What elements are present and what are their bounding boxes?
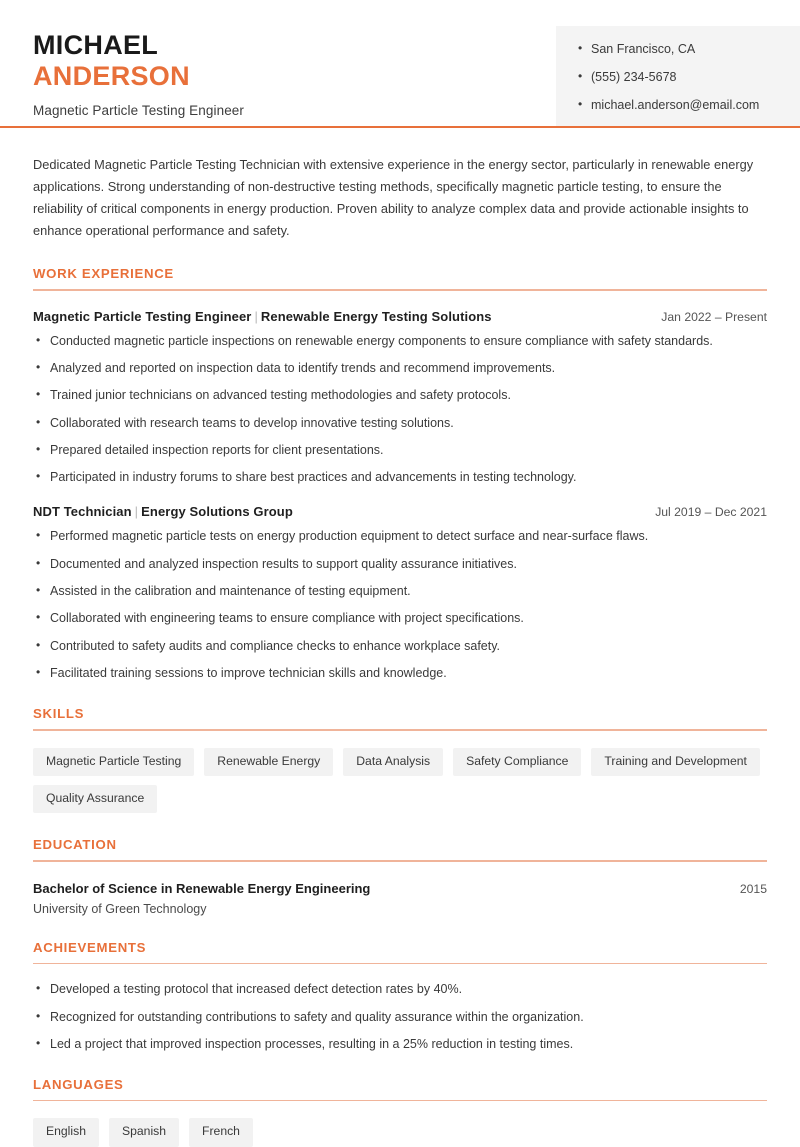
professional-summary: Dedicated Magnetic Particle Testing Technician with extensive experience in the energy sector, particularly in renewable energy applications. Strong understanding of non-destructive testing methods, specifically magnetic particle testing, to ensure the reliability of critical components in energy production. Proven ability to analyze complex data and provide actionable insights to enhance operational performance and safety. xyxy=(33,157,754,238)
section-achievements xyxy=(33,940,767,1053)
experience-entry-header xyxy=(33,504,767,519)
title-separator: | xyxy=(254,308,258,324)
language-chip: French xyxy=(189,1118,253,1146)
section-title-education: EDUCATION xyxy=(33,837,117,853)
skill-chip: Renewable Energy xyxy=(204,748,333,776)
section-skills xyxy=(33,706,767,813)
section-rule xyxy=(33,963,767,965)
section-title-skills: SKILLS xyxy=(33,706,85,721)
section-rule xyxy=(33,1100,767,1102)
skills-chip-list xyxy=(33,748,767,814)
section-work-experience xyxy=(33,266,767,682)
education-entry xyxy=(33,881,767,916)
section-title-achievements: ACHIEVEMENTS xyxy=(33,939,147,955)
resume-header xyxy=(0,0,800,126)
header-identity xyxy=(0,26,244,118)
bullet-item: • Analyzed and reported on inspection data to identify trends and recommend improvements. xyxy=(33,360,767,377)
experience-role: NDT Technician xyxy=(33,504,132,520)
experience-date: Jul 2019 – Dec 2021 xyxy=(655,505,767,520)
contact-phone xyxy=(578,71,800,85)
experience-role: Magnetic Particle Testing Engineer xyxy=(33,308,252,324)
education-school: University of Green Technology xyxy=(33,901,207,916)
contact-box xyxy=(556,26,800,126)
experience-company: Renewable Energy Testing Solutions xyxy=(260,308,492,324)
bullet-item: • Contributed to safety audits and compliance checks to enhance workplace safety. xyxy=(33,638,767,655)
contact-location xyxy=(578,43,800,57)
title-separator: | xyxy=(134,504,139,520)
header-divider xyxy=(0,126,800,128)
education-year: 2015 xyxy=(739,881,767,896)
experience-entry-header xyxy=(33,309,767,324)
section-rule xyxy=(33,289,767,291)
achievement-item: • Developed a testing protocol that increased defect detection rates by 40%. xyxy=(33,981,767,998)
bullet-item: • Conducted magnetic particle inspections on renewable energy components to ensure compliance with safety standards. xyxy=(33,333,767,350)
bullet-item: • Trained junior technicians on advanced testing methodologies and safety protocols. xyxy=(33,387,767,404)
bullet-item: • Collaborated with research teams to develop innovative testing solutions. xyxy=(33,415,767,432)
section-title-languages: LANGUAGES xyxy=(33,1076,124,1092)
education-degree: Bachelor of Science in Renewable Energy Engineering xyxy=(33,880,371,896)
contact-list xyxy=(578,43,800,112)
experience-entry-title xyxy=(33,504,293,519)
education-entry-header xyxy=(33,881,767,896)
experience-entry xyxy=(33,504,767,682)
contact-phone-value: (555) 234-5678 xyxy=(591,69,677,84)
skill-chip: Quality Assurance xyxy=(33,785,157,813)
bullet-item: • Collaborated with engineering teams to ensure compliance with project specifications. xyxy=(33,610,767,627)
skill-chip: Magnetic Particle Testing xyxy=(33,748,194,776)
experience-entry xyxy=(33,309,767,487)
contact-email[interactable] xyxy=(578,99,800,113)
skill-chip: Data Analysis xyxy=(343,748,443,776)
experience-entry-title xyxy=(33,309,492,324)
achievements-list xyxy=(33,981,767,1053)
section-rule xyxy=(33,729,767,731)
section-education xyxy=(33,837,767,916)
section-languages xyxy=(33,1077,767,1147)
experience-bullets xyxy=(33,528,767,682)
bullet-item: • Documented and analyzed inspection results to support quality assurance initiatives. xyxy=(33,556,767,573)
resume-body xyxy=(0,154,800,1147)
first-name: MICHAEL xyxy=(33,30,159,60)
bullet-item: • Prepared detailed inspection reports for client presentations. xyxy=(33,442,767,459)
achievement-item: • Recognized for outstanding contributions to safety and quality assurance within the organization. xyxy=(33,1009,767,1026)
experience-company: Energy Solutions Group xyxy=(141,504,293,520)
bullet-item: • Performed magnetic particle tests on energy production equipment to detect surface and near-surface flaws. xyxy=(33,528,767,545)
bullet-item: • Participated in industry forums to share best practices and advancements in testing technology. xyxy=(33,469,767,486)
skill-chip: Training and Development xyxy=(591,748,760,776)
section-rule xyxy=(33,860,767,862)
language-chip: Spanish xyxy=(109,1118,179,1146)
bullet-item: • Assisted in the calibration and maintenance of testing equipment. xyxy=(33,583,767,600)
experience-date: Jan 2022 – Present xyxy=(661,309,767,324)
languages-chip-list xyxy=(33,1118,767,1146)
skill-chip: Safety Compliance xyxy=(453,748,581,776)
contact-location-value: San Francisco, CA xyxy=(591,42,696,56)
job-title: Magnetic Particle Testing Engineer xyxy=(33,102,245,118)
language-chip: English xyxy=(33,1118,99,1146)
last-name: ANDERSON xyxy=(33,61,190,92)
achievement-item: • Led a project that improved inspection processes, resulting in a 25% reduction in testing times. xyxy=(33,1036,767,1053)
section-title-work-experience: WORK EXPERIENCE xyxy=(33,266,174,281)
bullet-item: • Facilitated training sessions to improve technician skills and knowledge. xyxy=(33,665,767,682)
contact-email-value: michael.anderson@email.com xyxy=(591,97,760,112)
experience-bullets xyxy=(33,333,767,487)
